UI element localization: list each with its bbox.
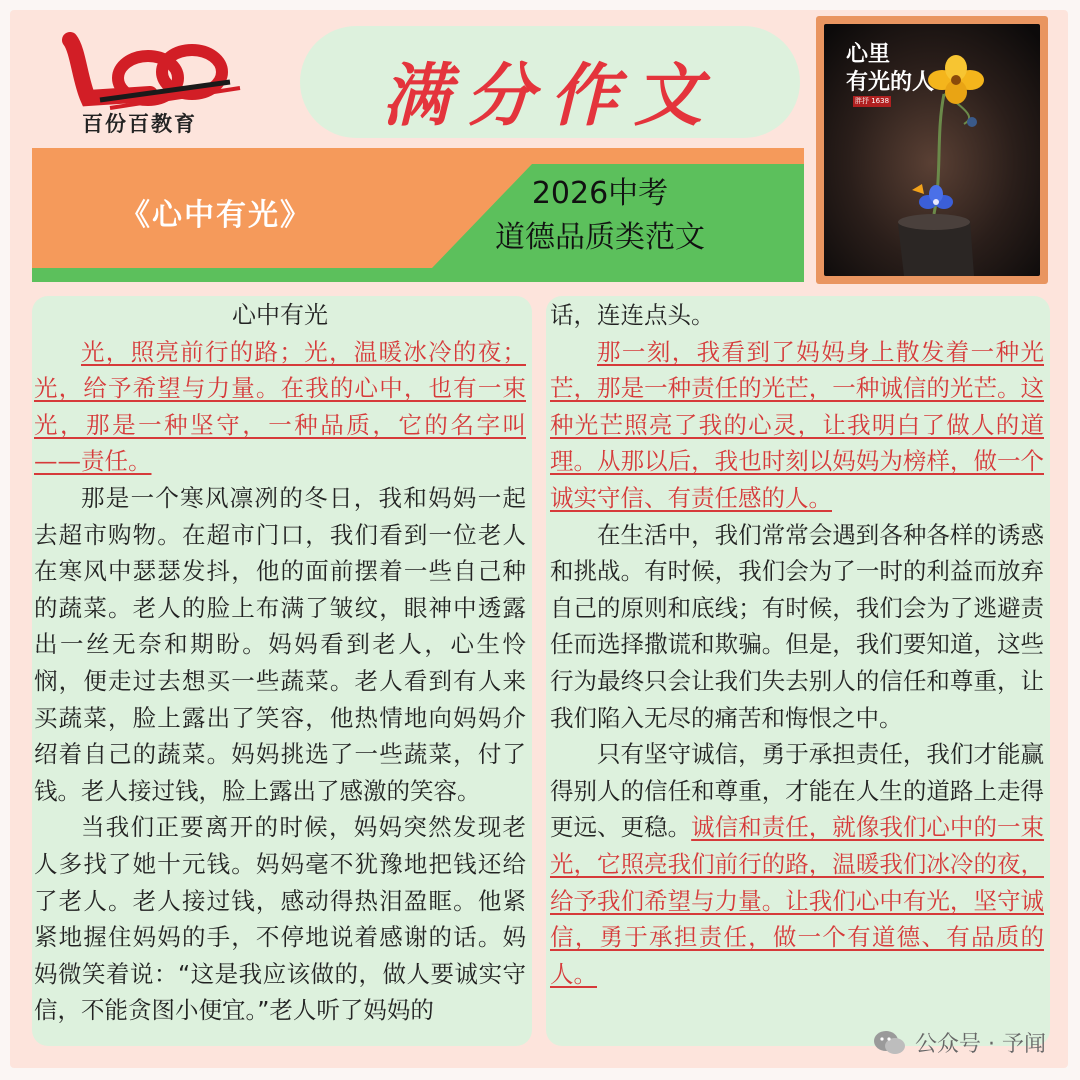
watermark — [873, 1027, 1046, 1058]
main-title: 满分作文 — [381, 56, 718, 136]
banner-subtitle-line1: 2026中考 — [531, 176, 669, 211]
essay-paragraph-highlight: 诚信和责任，就像我们心中的一束光，它照亮我们前行的路，温暖我们冰冷的夜，给予我们希望与力量。让我们心中有光，坚守诚信，勇于承担责任，做一个有道德、有品质的人。 — [550, 813, 1045, 988]
photo-caption-line2: 有光的人 — [846, 69, 935, 95]
wechat-icon — [873, 1030, 907, 1056]
photo-seal: 胖抒 1638 — [855, 97, 890, 105]
essay-paragraph: 在生活中，我们常常会遇到各种各样的诱惑和挑战。有时候，我们会为了一时的利益而放弃自己的原则和底线；有时候，我们会为了逃避责任而选择撒谎和欺骗。但是，我们要知道，这些行为最终只会让我们失去别人的信任和尊重，让我们陷入无尽的痛苦和悔恨之中。 — [550, 520, 1044, 732]
essay-paragraph-highlight: 光，照亮前行的路；光，温暖冰冷的夜；光，给予希望与力量。在我的心中，也有一束光，那是一种坚守，一种品质，它的名字叫——责任。 — [34, 337, 526, 476]
essay-right-column — [550, 297, 1044, 992]
essay-paragraph: 那是一个寒风凛冽的冬日，我和妈妈一起去超市购物。在超市门口，我们看到一位老人在寒风中瑟瑟发抖，他的面前摆着一些自己种的蔬菜。老人的脸上布满了皱纹，眼神中透露出一丝无奈和期盼。妈妈看到老人，心生怜悯，便走过去想买一些蔬菜。老人看到有人来买蔬菜，脸上露出了笑容，他热情地向妈妈介绍着自己的蔬菜。妈妈挑选了一些蔬菜，付了钱。老人接过钱，脸上露出了感激的笑容。 — [34, 483, 526, 805]
essay-paragraph-continuation: 话，连连点头。 — [550, 301, 715, 329]
banner-subtitle — [452, 172, 748, 260]
essay-title: 心中有光 — [232, 301, 328, 329]
essay-paragraph: 当我们正要离开的时候，妈妈突然发现老人多找了她十元钱。妈妈毫不犹豫地把钱还给了老人。老人接过钱，感动得热泪盈眶。他紧紧地握住妈妈的手，不停地说着感谢的话。妈妈微笑着说：“这是我应该做的，做人要诚实守信，不能贪图小便宜。”老人听了妈妈的 — [34, 813, 526, 1025]
essay-left-column — [34, 297, 526, 1029]
photo-caption-line1: 心里 — [846, 41, 891, 67]
banner-subtitle-line2: 道德品质类范文 — [495, 220, 705, 255]
logo-text: 百份百教育 — [82, 111, 197, 136]
essay-paragraph: 只有坚守诚信，勇于承担责任，我们才能赢得别人的信任和尊重，才能在人生的道路上走得更远、更稳。 — [550, 740, 1044, 842]
photo-caption — [846, 40, 934, 96]
banner-title: 《心中有光》 — [120, 198, 312, 233]
essay-paragraph-highlight: 那一刻，我看到了妈妈身上散发着一种光芒，那是一种责任的光芒，一种诚信的光芒。这种光芒照亮了我的心灵，让我明白了做人的道理。从那以后，我也时刻以妈妈为榜样，做一个诚实守信、有责任感的人。 — [550, 337, 1044, 512]
watermark-text: 公众号 · 予闻 — [915, 1032, 1046, 1057]
